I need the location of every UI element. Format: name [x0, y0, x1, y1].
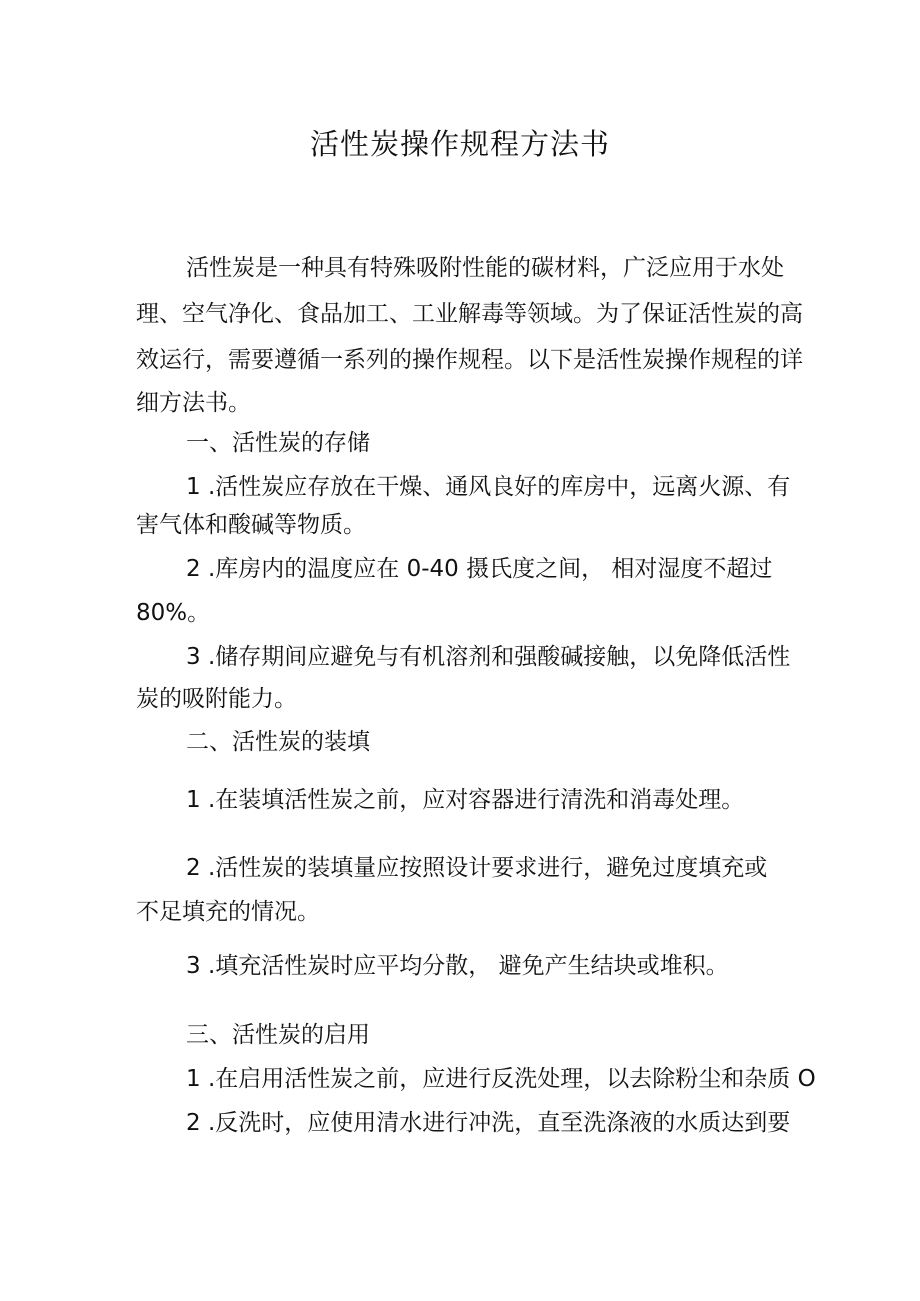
section-2-item-3-line-1: 3 .填充活性炭时应平均分散， 避免产生结块或堆积。	[186, 953, 729, 979]
section-3-heading: 三、活性炭的启用	[186, 1022, 370, 1048]
section-3-item-1-line-1: 1 .在启用活性炭之前，应进行反洗处理，以去除粉尘和杂质 O	[186, 1066, 816, 1092]
intro-line-2: 理、空气净化、食品加工、工业解毒等领域。为了保证活性炭的高	[136, 301, 803, 327]
document-title: 活性炭操作规程方法书	[309, 127, 610, 161]
section-1-item-1-line-1: 1 .活性炭应存放在干燥、通风良好的库房中，远离火源、有	[186, 474, 791, 500]
section-2-heading: 二、活性炭的装填	[186, 729, 370, 755]
intro-line-1: 活性炭是一种具有特殊吸附性能的碳材料，广泛应用于水处	[186, 255, 784, 281]
section-1-item-2-line-1: 2 .库房内的温度应在 0-40 摄氏度之间， 相对湿度不超过	[186, 556, 773, 582]
section-3-item-2-line-1: 2 .反洗时，应使用清水进行冲洗，直至洗涤液的水质达到要	[186, 1110, 791, 1136]
section-1-item-3-line-2: 炭的吸附能力。	[136, 686, 297, 712]
section-2-item-2-line-2: 不足填充的情况。	[136, 899, 320, 925]
section-1-heading: 一、活性炭的存储	[186, 430, 370, 456]
intro-line-3: 效运行，需要遵循一系列的操作规程。以下是活性炭操作规程的详	[136, 347, 803, 373]
section-1-item-1-line-2: 害气体和酸碱等物质。	[136, 512, 366, 538]
section-2-item-2-line-1: 2 .活性炭的装填量应按照设计要求进行，避免过度填充或	[186, 855, 768, 881]
section-2-item-1-line-1: 1 .在装填活性炭之前，应对容器进行清洗和消毒处理。	[186, 787, 745, 813]
section-1-item-2-line-2: 80%。	[136, 600, 211, 626]
intro-line-4: 细方法书。	[136, 390, 251, 416]
section-1-item-3-line-1: 3 .储存期间应避免与有机溶剂和强酸碱接触，以免降低活性	[186, 644, 791, 670]
